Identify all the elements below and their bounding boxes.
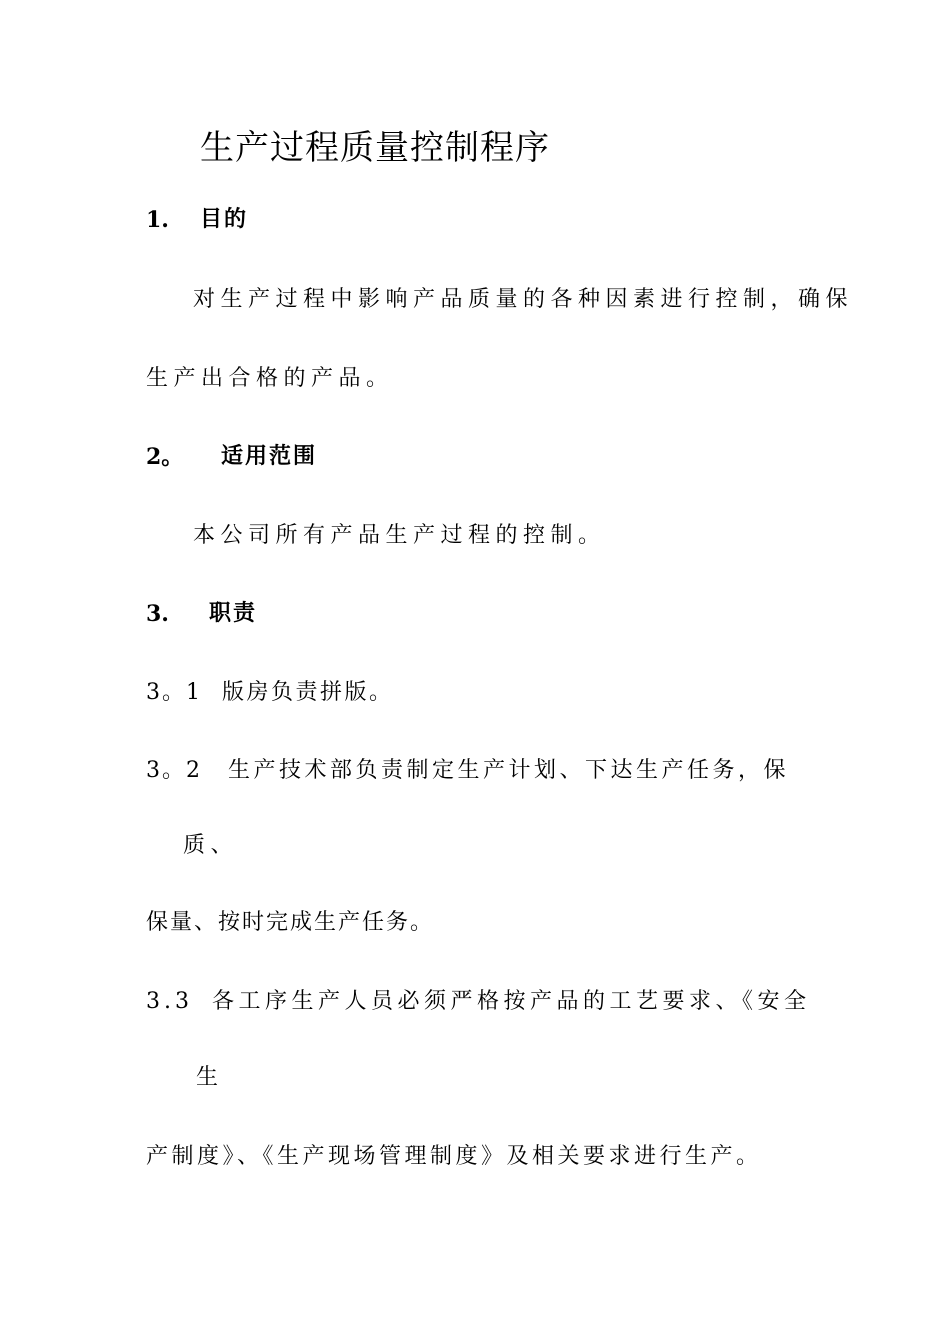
paragraph-line: 本公司所有产品生产过程的控制。 bbox=[193, 523, 606, 548]
section-number: 1. bbox=[146, 207, 169, 233]
paragraph-line: 对生产过程中影响产品质量的各种因素进行控制，确保 bbox=[193, 287, 854, 312]
item-line: 版房负责拼版。 bbox=[222, 680, 394, 705]
section-heading-purpose bbox=[146, 209, 446, 235]
item-line: 质、 bbox=[183, 833, 239, 858]
item-number: 3。1 bbox=[146, 680, 202, 705]
section-number: 2。 bbox=[146, 444, 184, 470]
section-heading-scope bbox=[146, 446, 446, 472]
section-title: 适用范围 bbox=[221, 444, 318, 469]
item-line: 各工序生产人员必须严格按产品的工艺要求、《安全 bbox=[212, 989, 811, 1014]
document-title: 生产过程质量控制程序 bbox=[200, 128, 550, 168]
section-heading-responsibilities bbox=[146, 603, 446, 629]
item-line: 生 bbox=[196, 1065, 224, 1090]
paragraph-line: 生产出合格的产品。 bbox=[146, 366, 394, 391]
item-line: 生产技术部负责制定生产计划、下达生产任务，保 bbox=[228, 758, 790, 783]
item-number: 3。2 bbox=[146, 758, 202, 783]
item-line: 产制度》、《生产现场管理制度》及相关要求进行生产。 bbox=[146, 1144, 762, 1169]
section-number: 3. bbox=[146, 601, 169, 627]
section-title: 目的 bbox=[200, 207, 249, 232]
section-title: 职责 bbox=[209, 601, 258, 626]
item-line: 保量、按时完成生产任务。 bbox=[146, 910, 435, 935]
item-number: 3.3 bbox=[146, 989, 193, 1014]
